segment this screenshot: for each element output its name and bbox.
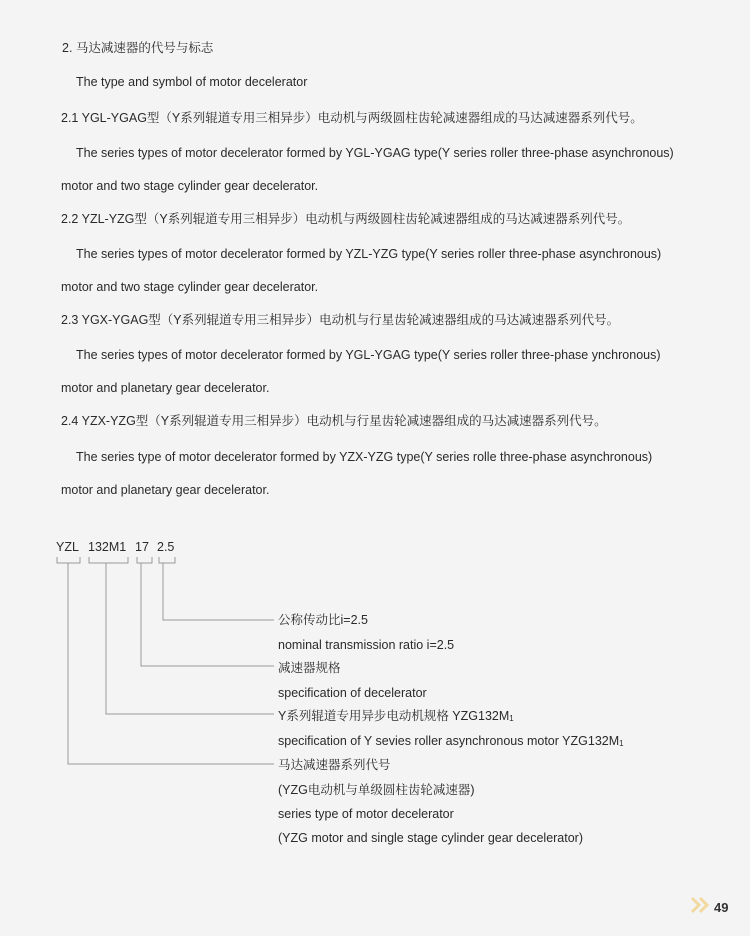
item-2-1-en-line2: motor and two stage cylinder gear decelerator.	[61, 179, 319, 193]
label-motor-en-subscript: 1	[619, 739, 624, 748]
label-spec-cn: 减速器规格	[278, 661, 341, 675]
label-motor-cn	[278, 708, 514, 727]
connector-ratio	[159, 557, 175, 563]
connector-series-lead	[68, 563, 274, 764]
item-2-3-en-line2: motor and planetary gear decelerator.	[61, 381, 270, 395]
item-2-1-en-line1: The series types of motor decelerator formed by YGL-YGAG type(Y series roller three-phase asynchronous)	[76, 146, 674, 160]
label-series-en-detail: (YZG motor and single stage cylinder gear decelerator)	[278, 831, 584, 845]
label-ratio-cn: 公称传动比i=2.5	[278, 613, 368, 627]
label-motor-cn-subscript: 1	[509, 714, 514, 723]
page-number: 49	[714, 900, 729, 915]
connector-spec-lead	[141, 563, 274, 666]
chevron-right-icon	[690, 896, 712, 919]
connector-motor	[89, 557, 128, 563]
label-motor-en-text: specification of Y sevies roller asynchronous motor YZG132M	[278, 734, 620, 748]
label-spec-en: specification of decelerator	[278, 686, 427, 700]
connector-spec	[137, 557, 152, 563]
code-part-series: YZL	[56, 540, 79, 554]
item-2-4-title: 2.4 YZX-YZG型（Y系列辊道专用三相异步）电动机与行星齿轮减速器组成的马达减速器系列代号。	[61, 414, 607, 428]
label-motor-en	[278, 733, 624, 752]
item-2-2-title: 2.2 YZL-YZG型（Y系列辊道专用三相异步）电动机与两级圆柱齿轮减速器组成的马达减速器系列代号。	[61, 212, 631, 226]
connector-ratio-lead	[163, 563, 274, 620]
label-series-cn-detail: (YZG电动机与单级圆柱齿轮减速器)	[278, 783, 475, 797]
label-ratio-en: nominal transmission ratio i=2.5	[278, 638, 455, 652]
item-2-2-en-line1: The series types of motor decelerator formed by YZL-YZG type(Y series roller three-phase asynchronous)	[76, 247, 662, 261]
item-2-3-en-line1: The series types of motor decelerator formed by YGL-YGAG type(Y series roller three-phase ynchronous)	[76, 348, 661, 362]
page-footer	[690, 896, 728, 919]
code-part-spec: 17	[135, 540, 149, 554]
label-series-cn: 马达减速器系列代号	[278, 758, 391, 772]
label-motor-cn-text: Y系列辊道专用异步电动机规格 YZG132M	[278, 709, 510, 723]
item-2-1-title: 2.1 YGL-YGAG型（Y系列辊道专用三相异步）电动机与两级圆柱齿轮减速器组成的马达减速器系列代号。	[61, 111, 643, 125]
item-2-4-en-line2: motor and planetary gear decelerator.	[61, 483, 270, 497]
connector-motor-lead	[106, 563, 274, 714]
section-heading-cn: 2. 马达减速器的代号与标志	[62, 41, 214, 55]
label-series-en: series type of motor decelerator	[278, 807, 454, 821]
item-2-3-title: 2.3 YGX-YGAG型（Y系列辊道专用三相异步）电动机与行星齿轮减速器组成的马达减速器系列代号。	[61, 313, 620, 327]
connector-series	[57, 557, 80, 563]
section-heading-en: The type and symbol of motor decelerator	[76, 75, 308, 89]
code-part-motor: 132M1	[88, 540, 127, 554]
code-part-ratio: 2.5	[157, 540, 175, 554]
item-2-2-en-line2: motor and two stage cylinder gear decelerator.	[61, 280, 319, 294]
item-2-4-en-line1: The series type of motor decelerator formed by YZX-YZG type(Y series rolle three-phase asynchronous)	[76, 450, 653, 464]
